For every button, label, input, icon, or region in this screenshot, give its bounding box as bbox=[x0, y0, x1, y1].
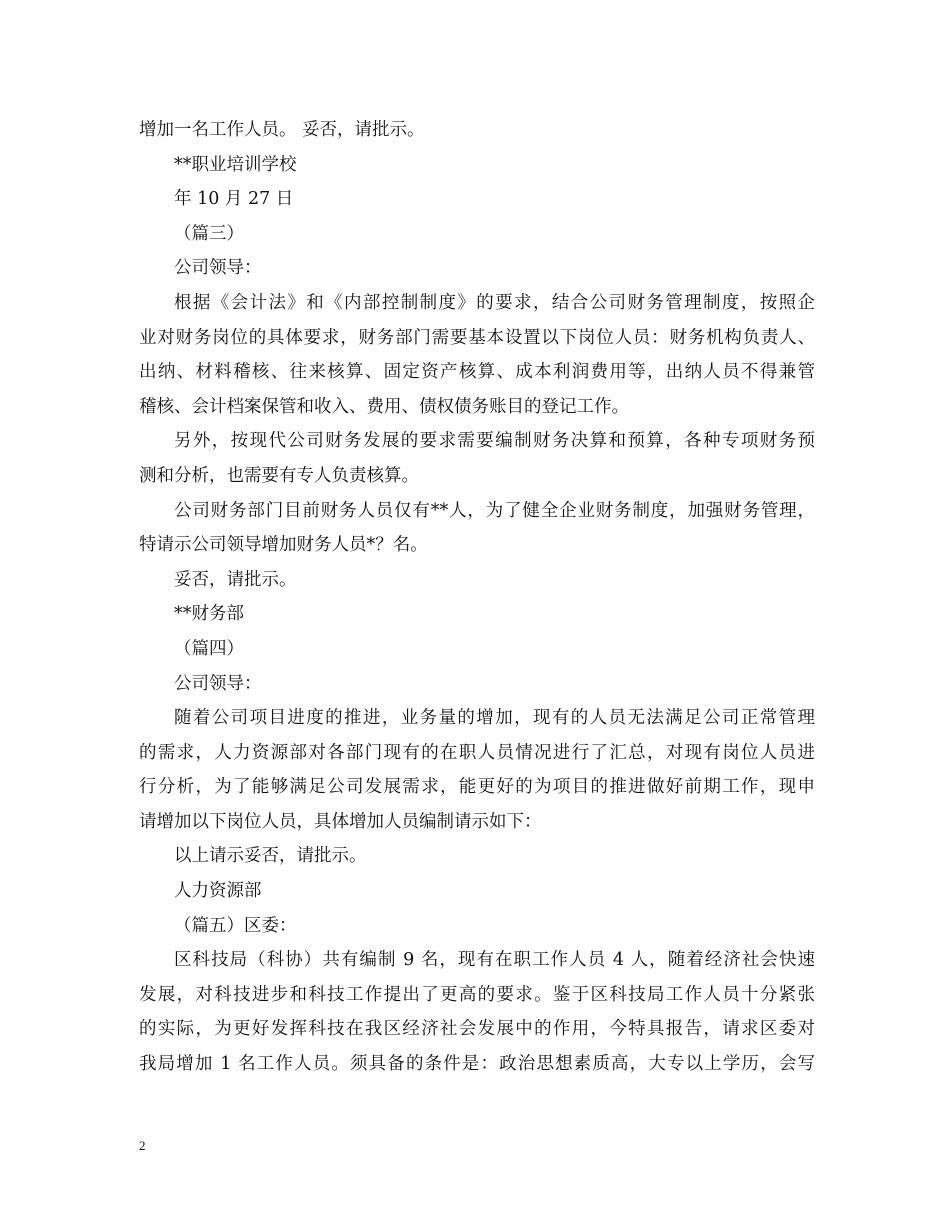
text-line: （篇四） bbox=[174, 638, 244, 659]
text-line: 增加一名工作人员。 妥否，请批示。 bbox=[139, 120, 425, 140]
text-line: 人力资源部 bbox=[174, 881, 262, 902]
text-line: （篇三） bbox=[174, 223, 244, 244]
text-line: **职业培训学校 bbox=[174, 154, 297, 175]
text-line: 业对财务岗位的具体要求，财务部门需要基本设置以下岗位人员：财务机构负责人、 bbox=[139, 327, 815, 348]
page-number: 2 bbox=[139, 1138, 146, 1153]
text-line: **财务部 bbox=[174, 604, 244, 625]
text-line: （篇五）区委： bbox=[174, 915, 297, 936]
text-line: 出纳、材料稽核、往来核算、固定资产核算、成本利润费用等，出纳人员不得兼管 bbox=[139, 362, 815, 383]
text-line: 公司财务部门目前财务人员仅有**人，为了健全企业财务制度，加强财务管理， bbox=[174, 500, 815, 521]
text-line: 的需求，人力资源部对各部门现有的在职人员情况进行了汇总，对现有岗位人员进 bbox=[139, 742, 815, 763]
text-line: 我局增加 1 名工作人员。须具备的条件是：政治思想素质高，大专以上学历，会写 bbox=[139, 1054, 815, 1075]
text-line: 特请示公司领导增加财务人员*？名。 bbox=[139, 535, 428, 556]
text-line: 测和分析，也需要有专人负责核算。 bbox=[139, 465, 419, 486]
text-line: 随着公司项目进度的推进，业务量的增加，现有的人员无法满足公司正常管理 bbox=[174, 708, 815, 729]
text-line: 稽核、会计档案保管和收入、费用、债权债务账目的登记工作。 bbox=[139, 396, 629, 417]
text-line: 妥否，请批示。 bbox=[174, 569, 297, 590]
text-line: 以上请示妥否，请批示。 bbox=[174, 846, 367, 867]
text-line: 请增加以下岗位人员，具体增加人员编制请示如下： bbox=[139, 811, 542, 832]
text-line: 的实际，为更好发挥科技在我区经济社会发展中的作用，今特具报告，请求区委对 bbox=[139, 1019, 815, 1040]
text-line: 年 10 月 27 日 bbox=[174, 189, 294, 210]
text-line: 区科技局（科协）共有编制 9 名，现有在职工作人员 4 人，随着经济社会快速 bbox=[174, 950, 815, 971]
text-line: 根据《会计法》和《内部控制制度》的要求，结合公司财务管理制度，按照企 bbox=[174, 292, 815, 313]
text-line: 公司领导： bbox=[174, 673, 262, 694]
document-body bbox=[139, 113, 815, 1082]
text-line: 另外，按现代公司财务发展的要求需要编制财务决算和预算，各种专项财务预 bbox=[174, 431, 815, 452]
text-line: 行分析，为了能够满足公司发展需求，能更好的为项目的推进做好前期工作，现申 bbox=[139, 777, 815, 798]
text-line: 发展，对科技进步和科技工作提出了更高的要求。鉴于区科技局工作人员十分紧张 bbox=[139, 984, 815, 1005]
text-line: 公司领导： bbox=[174, 258, 262, 279]
